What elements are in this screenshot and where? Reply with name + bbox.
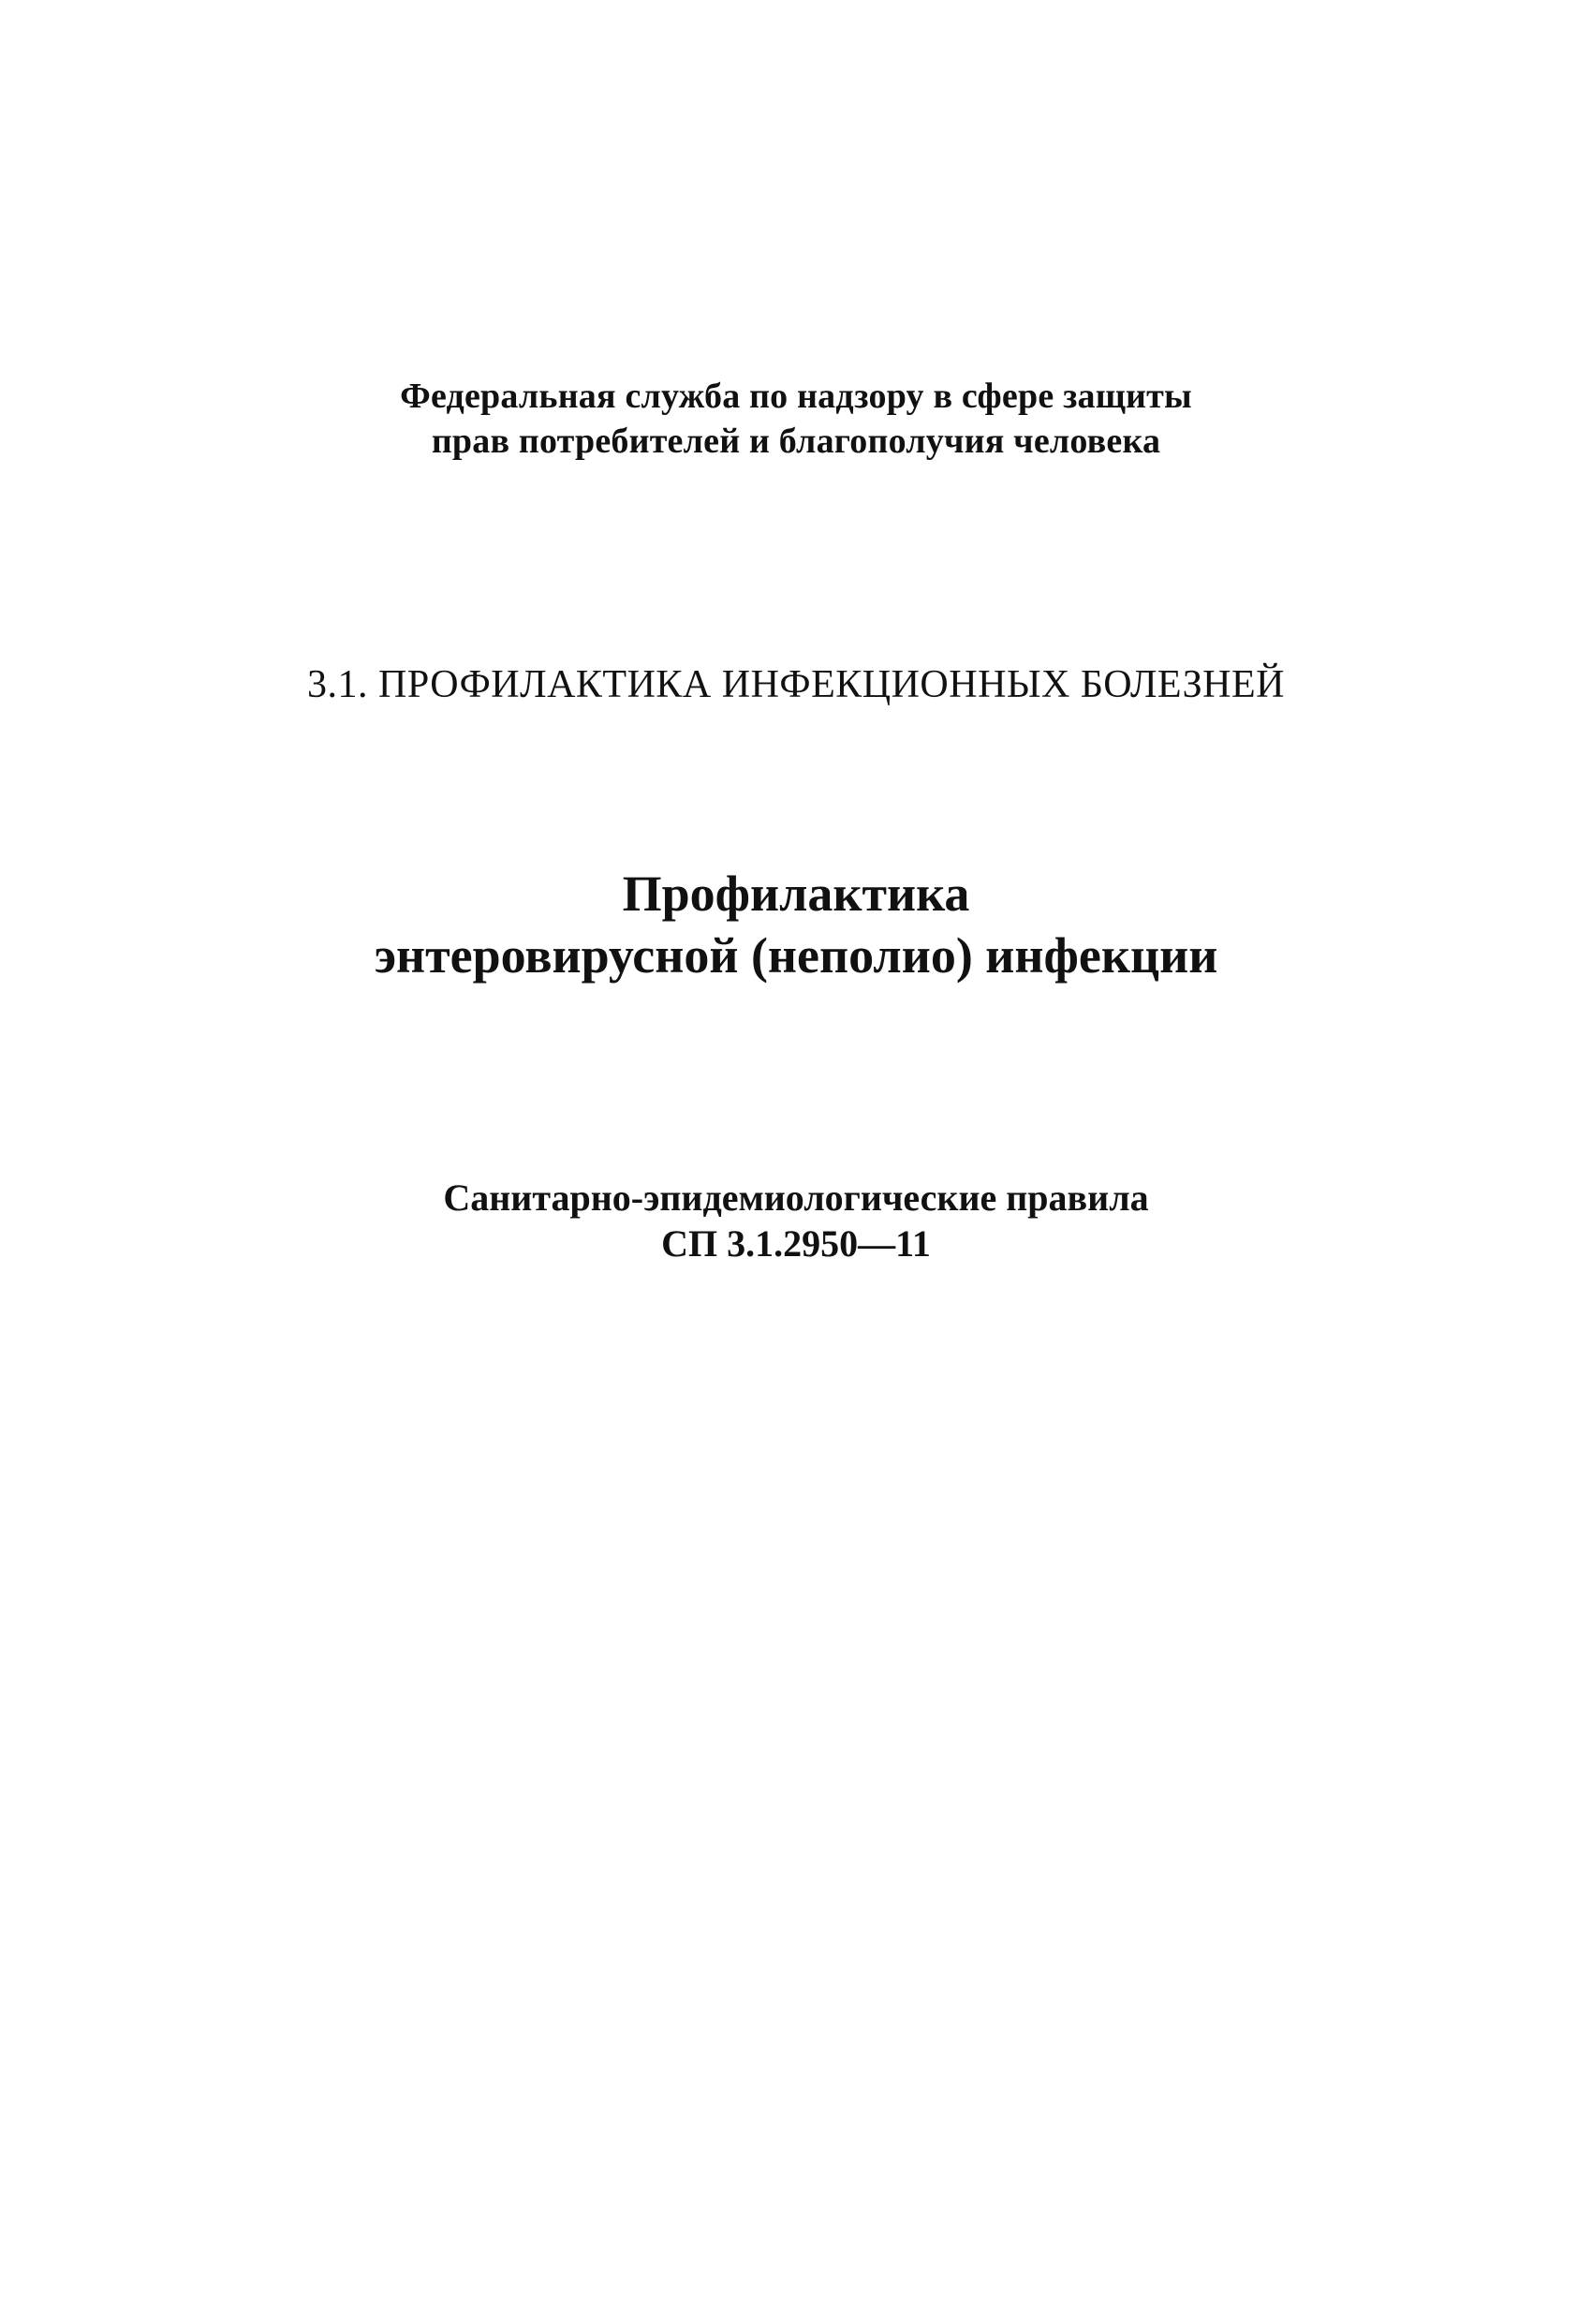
rules-code: СП 3.1.2950—11 [661,1221,931,1265]
agency-name-line-1: Федеральная служба по надзору в сфере защиты [400,377,1192,416]
rules-type: Санитарно-эпидемиологические правила [443,1177,1149,1219]
section-heading: 3.1. ПРОФИЛАКТИКА ИНФЕКЦИОННЫХ БОЛЕЗНЕЙ [307,663,1285,706]
document-title [0,864,1592,987]
agency-name [0,375,1592,464]
agency-name-line-2: прав потребителей и благополучия человека [431,421,1161,461]
document-title-line-1: Профилактика [622,866,970,922]
rules-designation [0,1176,1592,1267]
document-title-line-2: энтеровирусной (неполио) инфекции [374,926,1218,984]
